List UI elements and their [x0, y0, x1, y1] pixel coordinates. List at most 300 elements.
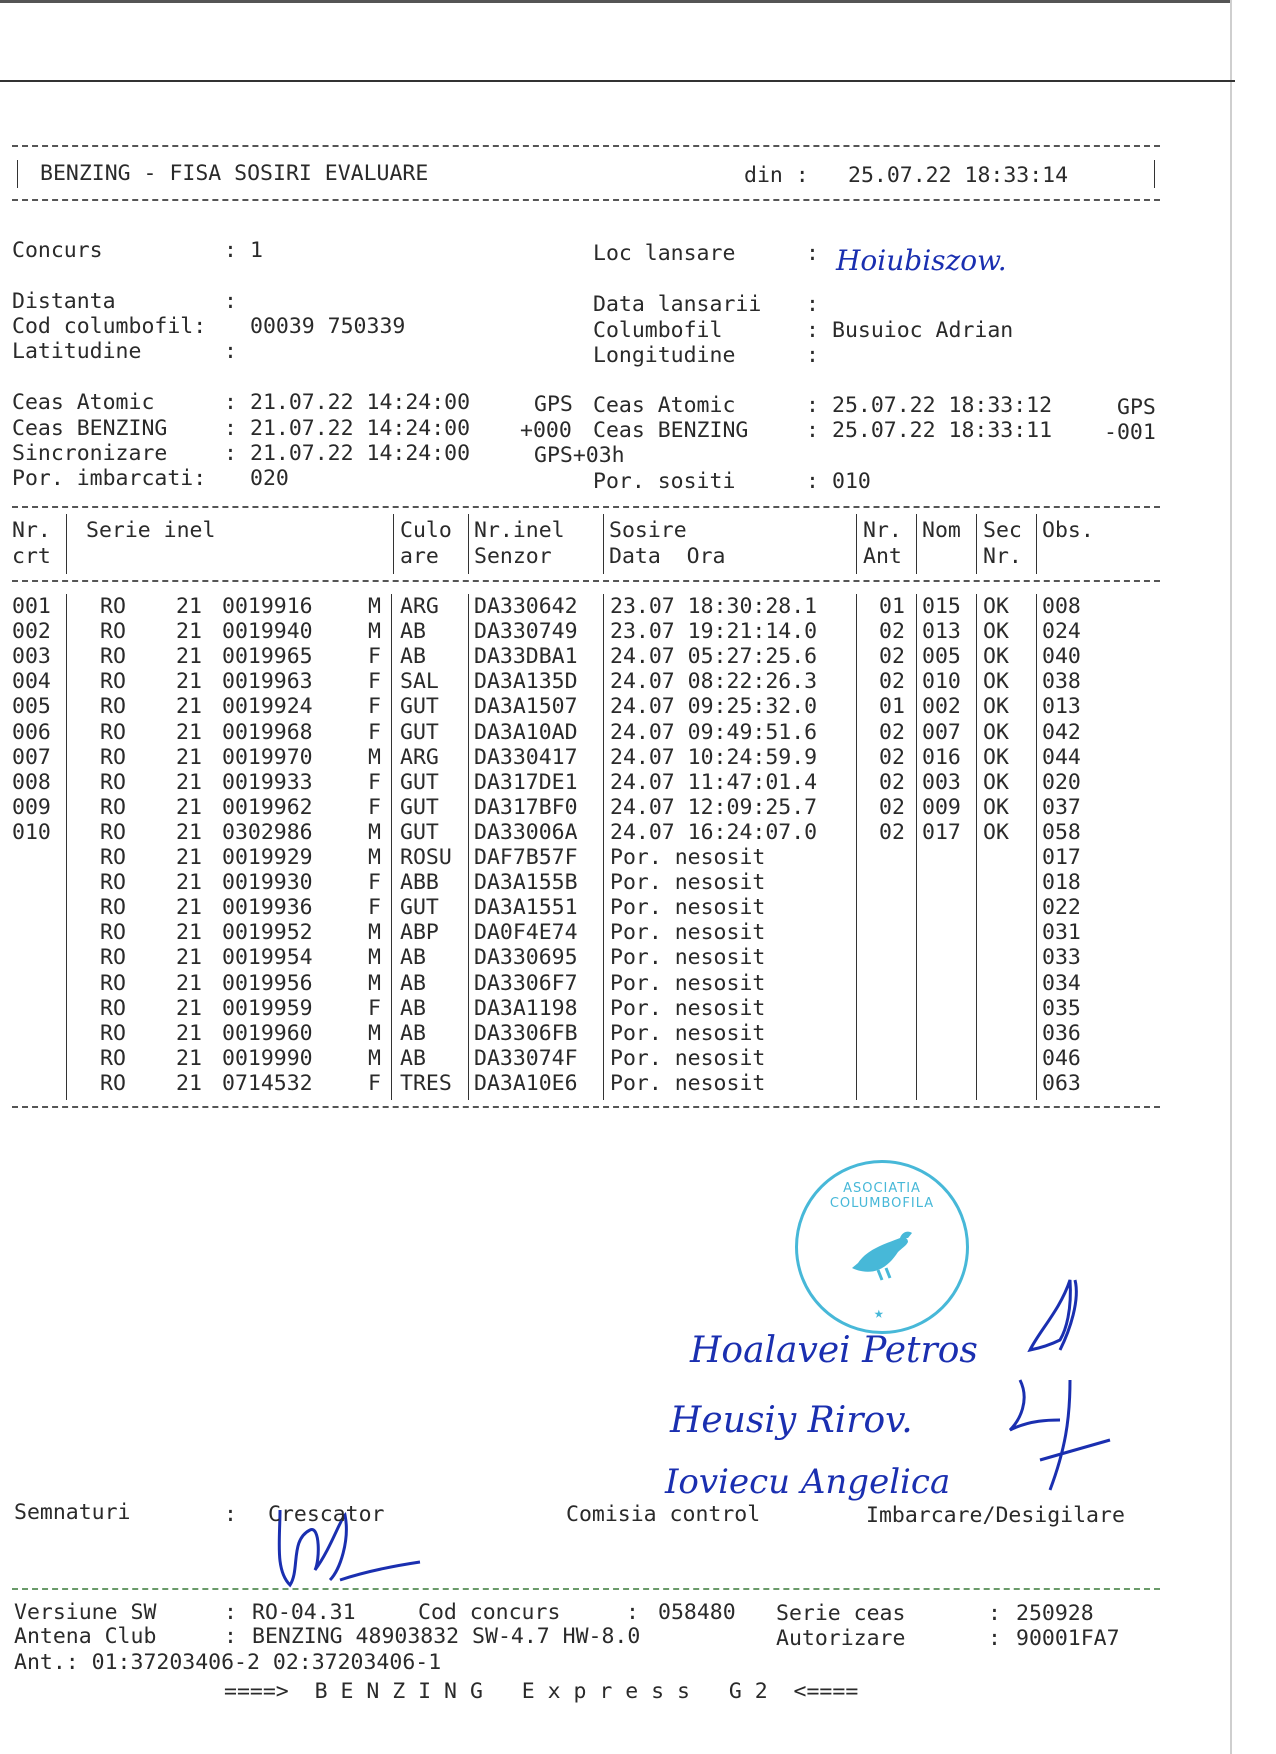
- row-obs: 037: [1042, 794, 1081, 820]
- header-crt: crt: [12, 544, 51, 569]
- header-left-bar: [17, 160, 18, 188]
- latitudine-label: Latitudine: [12, 339, 142, 364]
- colon: :: [224, 238, 237, 263]
- row-senzor: DA3A1551: [474, 895, 578, 921]
- row-senzor: DA3A10E6: [474, 1070, 578, 1096]
- row-sex: F: [368, 719, 381, 745]
- row-sosire: 24.07 09:49:51.6: [610, 719, 818, 745]
- row-sosire: Por. nesosit: [610, 1020, 766, 1046]
- row-sex: M: [368, 1045, 381, 1071]
- row-sosire: Por. nesosit: [610, 995, 766, 1021]
- row-senzor: DA3A155B: [474, 870, 578, 896]
- header-obs: Obs.: [1042, 518, 1094, 543]
- header-col-divider: [856, 514, 857, 574]
- row-tara: RO: [100, 1020, 126, 1046]
- pigeon-icon: [838, 1218, 928, 1288]
- row-sex: M: [368, 845, 381, 870]
- ceas-benzing-right: 25.07.22 18:33:11: [832, 418, 1053, 443]
- row-obs: 013: [1042, 694, 1081, 720]
- imbarcati-value: 020: [250, 466, 289, 491]
- row-sec: OK: [983, 719, 1009, 745]
- row-nr: 001: [12, 594, 51, 619]
- header-sec-2: Nr.: [983, 544, 1022, 569]
- row-culoare: ABB: [400, 870, 439, 896]
- cod-concurs-label: Cod concurs: [418, 1600, 561, 1625]
- row-inel: 0714532: [222, 1070, 313, 1096]
- row-sosire: Por. nesosit: [610, 920, 766, 946]
- row-tara: RO: [100, 769, 126, 795]
- signature-1: Hoalavei Petros: [690, 1330, 978, 1371]
- row-sec: OK: [983, 644, 1009, 670]
- row-culoare: AB: [400, 995, 426, 1021]
- ant-line: Ant.: 01:37203406-2 02:37203406-1: [14, 1650, 442, 1675]
- header-nr: Nr.: [12, 518, 51, 543]
- row-culoare: GUT: [400, 719, 439, 745]
- row-an: 21: [176, 619, 202, 645]
- versiune-label: Versiune SW: [14, 1600, 157, 1625]
- ceas-atomic-right-suffix: GPS: [1117, 395, 1156, 420]
- row-nr: 002: [12, 619, 51, 645]
- row-senzor: DA330642: [474, 594, 578, 619]
- row-obs: 042: [1042, 719, 1081, 745]
- row-inel: 0019933: [222, 769, 313, 795]
- ceas-benzing-label-right: Ceas BENZING: [593, 418, 749, 443]
- colon: :: [806, 318, 819, 343]
- row-inel: 0019924: [222, 694, 313, 720]
- header-rule-top: [12, 145, 1160, 147]
- row-nom: 010: [922, 669, 961, 695]
- ceas-atomic-left: 21.07.22 14:24:00: [250, 390, 471, 415]
- header-ant-2: Ant: [863, 544, 902, 569]
- row-tara: RO: [100, 1070, 126, 1096]
- header-col-divider: [1036, 514, 1037, 574]
- row-an: 21: [176, 769, 202, 795]
- row-nr: 008: [12, 769, 51, 795]
- row-an: 21: [176, 744, 202, 770]
- row-nr: 009: [12, 794, 51, 820]
- row-culoare: ARG: [400, 594, 439, 619]
- colon: :: [806, 469, 819, 494]
- colon: :: [988, 1601, 1001, 1626]
- row-inel: 0019936: [222, 895, 313, 921]
- row-tara: RO: [100, 819, 126, 845]
- row-ant: 02: [879, 669, 905, 695]
- row-senzor: DA0F4E74: [474, 920, 578, 946]
- row-ant: 02: [879, 619, 905, 645]
- header-col-divider: [603, 514, 604, 574]
- row-inel: 0019965: [222, 644, 313, 670]
- row-ant: 01: [879, 694, 905, 720]
- row-ant: 02: [879, 819, 905, 845]
- semnaturi-label: Semnaturi: [14, 1500, 131, 1525]
- row-culoare: ABP: [400, 920, 439, 946]
- row-inel: 0019952: [222, 920, 313, 946]
- row-sosire: 24.07 05:27:25.6: [610, 644, 818, 670]
- row-sex: M: [368, 819, 381, 845]
- row-sex: M: [368, 920, 381, 946]
- row-col-divider: [468, 594, 469, 1100]
- row-obs: 031: [1042, 920, 1081, 946]
- row-inel: 0019959: [222, 995, 313, 1021]
- row-sosire: 24.07 08:22:26.3: [610, 669, 818, 695]
- table-rule-bottom: [12, 1106, 1160, 1108]
- row-an: 21: [176, 945, 202, 971]
- versiune-value: RO-04.31: [252, 1600, 356, 1625]
- row-nom: 007: [922, 719, 961, 745]
- imbarcati-label: Por. imbarcati:: [12, 466, 207, 491]
- row-col-divider: [1036, 594, 1037, 1100]
- row-senzor: DA3A1198: [474, 995, 578, 1021]
- row-an: 21: [176, 819, 202, 845]
- row-nr: 010: [12, 819, 51, 845]
- row-sosire: Por. nesosit: [610, 845, 766, 870]
- colon: :: [806, 343, 819, 368]
- row-sosire: Por. nesosit: [610, 970, 766, 996]
- row-an: 21: [176, 644, 202, 670]
- comisia-label: Comisia control: [566, 1502, 761, 1527]
- row-sosire: 23.07 18:30:28.1: [610, 594, 818, 619]
- row-obs: 018: [1042, 870, 1081, 896]
- row-ant: 02: [879, 644, 905, 670]
- row-sosire: 24.07 10:24:59.9: [610, 744, 818, 770]
- row-culoare: AB: [400, 945, 426, 971]
- header-col-divider: [393, 514, 394, 574]
- row-sex: F: [368, 870, 381, 896]
- row-col-divider: [856, 594, 857, 1100]
- row-inel: 0019962: [222, 794, 313, 820]
- row-culoare: GUT: [400, 694, 439, 720]
- row-tara: RO: [100, 970, 126, 996]
- row-ant: 02: [879, 744, 905, 770]
- row-sex: F: [368, 669, 381, 695]
- columbofil-label: Columbofil: [593, 318, 723, 343]
- row-col-divider: [391, 594, 392, 1100]
- header-nom: Nom: [922, 518, 961, 543]
- row-obs: 024: [1042, 619, 1081, 645]
- report-title: BENZING - FISA SOSIRI EVALUARE: [40, 161, 429, 186]
- row-tara: RO: [100, 744, 126, 770]
- serie-ceas-value: 250928: [1016, 1601, 1094, 1626]
- colon: :: [806, 241, 819, 266]
- row-an: 21: [176, 870, 202, 896]
- row-sex: F: [368, 644, 381, 670]
- sincronizare-value: 21.07.22 14:24:00: [250, 441, 471, 466]
- colon: :: [224, 1600, 237, 1625]
- row-nr: 004: [12, 669, 51, 695]
- row-sex: M: [368, 744, 381, 770]
- row-senzor: DA3A1507: [474, 694, 578, 720]
- colon: :: [224, 441, 237, 466]
- colon: :: [806, 418, 819, 443]
- row-an: 21: [176, 1020, 202, 1046]
- row-sec: OK: [983, 794, 1009, 820]
- row-obs: 046: [1042, 1045, 1081, 1071]
- header-data-ora: Data Ora: [609, 544, 726, 569]
- header-right-bar: [1154, 160, 1155, 188]
- cod-columbofil-label: Cod columbofil:: [12, 314, 207, 339]
- row-tara: RO: [100, 945, 126, 971]
- header-sec: Sec: [983, 518, 1022, 543]
- crescator-label: Crescator: [268, 1502, 385, 1527]
- row-senzor: DA3306FB: [474, 1020, 578, 1046]
- columbofil-value: Busuioc Adrian: [832, 318, 1014, 343]
- row-obs: 008: [1042, 594, 1081, 619]
- colon: :: [988, 1626, 1001, 1651]
- row-sosire: 24.07 11:47:01.4: [610, 769, 818, 795]
- row-senzor: DA330417: [474, 744, 578, 770]
- row-culoare: GUT: [400, 769, 439, 795]
- row-senzor: DA3306F7: [474, 970, 578, 996]
- row-tara: RO: [100, 594, 126, 619]
- row-inel: 0019990: [222, 1045, 313, 1071]
- row-culoare: AB: [400, 970, 426, 996]
- autorizare-value: 90001FA7: [1016, 1626, 1120, 1651]
- longitudine-label: Longitudine: [593, 343, 736, 368]
- distanta-label: Distanta: [12, 289, 116, 314]
- row-an: 21: [176, 1070, 202, 1096]
- row-culoare: GUT: [400, 895, 439, 921]
- row-obs: 044: [1042, 744, 1081, 770]
- row-an: 21: [176, 594, 202, 619]
- row-ant: 01: [879, 594, 905, 619]
- row-an: 21: [176, 970, 202, 996]
- row-inel: 0019940: [222, 619, 313, 645]
- row-an: 21: [176, 845, 202, 870]
- row-inel: 0019930: [222, 870, 313, 896]
- row-obs: 034: [1042, 970, 1081, 996]
- row-nr: 003: [12, 644, 51, 670]
- ceas-atomic-label-right: Ceas Atomic: [593, 393, 736, 418]
- row-obs: 020: [1042, 769, 1081, 795]
- header-nrinel: Nr.inel: [474, 518, 565, 543]
- row-obs: 022: [1042, 895, 1081, 921]
- row-obs: 017: [1042, 845, 1081, 870]
- autorizare-label: Autorizare: [776, 1626, 906, 1651]
- row-nom: 013: [922, 619, 961, 645]
- colon: :: [806, 292, 819, 317]
- loc-lansare-value: Hoiubiszow.: [836, 244, 1007, 277]
- row-an: 21: [176, 669, 202, 695]
- antena-value: BENZING 48903832 SW-4.7 HW-8.0: [252, 1624, 641, 1649]
- row-nom: 005: [922, 644, 961, 670]
- row-ant: 02: [879, 794, 905, 820]
- row-obs: 058: [1042, 819, 1081, 845]
- row-sosire: Por. nesosit: [610, 870, 766, 896]
- row-sex: F: [368, 1070, 381, 1096]
- row-nom: 015: [922, 594, 961, 619]
- ceas-atomic-left-suffix: GPS: [534, 392, 573, 417]
- row-nom: 009: [922, 794, 961, 820]
- row-sosire: 24.07 16:24:07.0: [610, 819, 818, 845]
- row-obs: 035: [1042, 995, 1081, 1021]
- row-nr: 005: [12, 694, 51, 720]
- row-sex: F: [368, 694, 381, 720]
- row-sec: OK: [983, 769, 1009, 795]
- concurs-label: Concurs: [12, 238, 103, 263]
- club-stamp: [795, 1160, 969, 1334]
- header-col-divider: [976, 514, 977, 574]
- row-col-divider: [976, 594, 977, 1100]
- row-obs: 063: [1042, 1070, 1081, 1096]
- ceas-benzing-left: 21.07.22 14:24:00: [250, 416, 471, 441]
- colon: :: [224, 339, 237, 364]
- row-sec: OK: [983, 694, 1009, 720]
- row-sex: F: [368, 995, 381, 1021]
- signature-2: Heusiy Rirov.: [670, 1400, 913, 1441]
- row-an: 21: [176, 1045, 202, 1071]
- row-ant: 02: [879, 769, 905, 795]
- row-inel: 0019956: [222, 970, 313, 996]
- row-inel: 0019960: [222, 1020, 313, 1046]
- colon: :: [224, 416, 237, 441]
- row-sosire: Por. nesosit: [610, 1070, 766, 1096]
- row-tara: RO: [100, 1045, 126, 1071]
- table-header-rule: [12, 580, 1160, 582]
- header-culoare: Culo: [400, 518, 452, 543]
- row-sex: F: [368, 794, 381, 820]
- row-inel: 0019970: [222, 744, 313, 770]
- colon: :: [806, 393, 819, 418]
- row-nom: 017: [922, 819, 961, 845]
- row-senzor: DA330749: [474, 619, 578, 645]
- row-senzor: DA33DBA1: [474, 644, 578, 670]
- row-inel: 0302986: [222, 819, 313, 845]
- row-culoare: ROSU: [400, 845, 452, 870]
- row-sosire: 23.07 19:21:14.0: [610, 619, 818, 645]
- cod-concurs-value: 058480: [658, 1600, 736, 1625]
- row-senzor: DA330695: [474, 945, 578, 971]
- header-senzor: Senzor: [474, 544, 552, 569]
- row-tara: RO: [100, 920, 126, 946]
- row-sec: OK: [983, 619, 1009, 645]
- row-an: 21: [176, 995, 202, 1021]
- row-an: 21: [176, 920, 202, 946]
- top-edge: [0, 0, 1230, 3]
- ceas-benzing-right-suffix: -001: [1104, 420, 1156, 445]
- report-date-label: din :: [744, 163, 809, 188]
- row-sosire: Por. nesosit: [610, 895, 766, 921]
- benzing-banner: ====> B E N Z I N G E x p r e s s G 2 <====: [224, 1679, 859, 1704]
- header-col-divider: [66, 514, 67, 574]
- row-tara: RO: [100, 794, 126, 820]
- row-senzor: DA317BF0: [474, 794, 578, 820]
- row-senzor: DA33006A: [474, 819, 578, 845]
- row-obs: 040: [1042, 644, 1081, 670]
- header-serie: Serie inel: [86, 518, 216, 543]
- loc-lansare-label: Loc lansare: [593, 241, 736, 266]
- sositi-value: 010: [832, 469, 871, 494]
- row-an: 21: [176, 719, 202, 745]
- row-culoare: GUT: [400, 819, 439, 845]
- row-sec: OK: [983, 669, 1009, 695]
- row-tara: RO: [100, 669, 126, 695]
- imbarcare-label: Imbarcare/Desigilare: [866, 1503, 1125, 1528]
- row-culoare: ARG: [400, 744, 439, 770]
- antena-label: Antena Club: [14, 1624, 157, 1649]
- row-an: 21: [176, 794, 202, 820]
- header-col-divider: [916, 514, 917, 574]
- sincronizare-label: Sincronizare: [12, 441, 168, 466]
- row-sex: F: [368, 769, 381, 795]
- row-obs: 033: [1042, 945, 1081, 971]
- row-inel: 0019954: [222, 945, 313, 971]
- row-culoare: AB: [400, 619, 426, 645]
- table-rule-top: [12, 506, 1160, 508]
- colon: :: [224, 289, 237, 314]
- row-ant: 02: [879, 719, 905, 745]
- row-tara: RO: [100, 619, 126, 645]
- stamp-text: ASOCIATIA COLUMBOFILA: [829, 1181, 935, 1211]
- ceas-atomic-right: 25.07.22 18:33:12: [832, 393, 1053, 418]
- row-culoare: AB: [400, 1045, 426, 1071]
- row-tara: RO: [100, 694, 126, 720]
- colon: :: [224, 390, 237, 415]
- row-sex: F: [368, 895, 381, 921]
- top-rule: [0, 80, 1235, 82]
- row-col-divider: [603, 594, 604, 1100]
- row-inel: 0019968: [222, 719, 313, 745]
- header-col-divider: [468, 514, 469, 574]
- row-senzor: DAF7B57F: [474, 845, 578, 870]
- row-culoare: SAL: [400, 669, 439, 695]
- star-icon: ★: [874, 1303, 884, 1322]
- signature-3: Ioviecu Angelica: [665, 1462, 951, 1502]
- row-inel: 0019929: [222, 845, 313, 870]
- ceas-benzing-label: Ceas BENZING: [12, 416, 168, 441]
- row-obs: 038: [1042, 669, 1081, 695]
- row-sex: M: [368, 945, 381, 971]
- header-sosire: Sosire: [609, 518, 687, 543]
- row-senzor: DA33074F: [474, 1045, 578, 1071]
- row-sosire: 24.07 09:25:32.0: [610, 694, 818, 720]
- row-tara: RO: [100, 995, 126, 1021]
- row-sex: M: [368, 619, 381, 645]
- row-sec: OK: [983, 744, 1009, 770]
- row-culoare: GUT: [400, 794, 439, 820]
- footer-rule: [12, 1588, 1160, 1590]
- row-an: 21: [176, 895, 202, 921]
- row-obs: 036: [1042, 1020, 1081, 1046]
- header-ant: Nr.: [863, 518, 902, 543]
- row-culoare: AB: [400, 644, 426, 670]
- sositi-label: Por. sositi: [593, 469, 736, 494]
- row-inel: 0019916: [222, 594, 313, 619]
- row-nom: 003: [922, 769, 961, 795]
- colon: :: [224, 1502, 237, 1527]
- serie-ceas-label: Serie ceas: [776, 1601, 906, 1626]
- row-tara: RO: [100, 870, 126, 896]
- row-col-divider: [916, 594, 917, 1100]
- signature-marks: [1000, 1270, 1140, 1500]
- ceas-benzing-left-suffix: +000: [520, 418, 572, 443]
- row-culoare: AB: [400, 1020, 426, 1046]
- cod-columbofil-value: 00039 750339: [250, 314, 406, 339]
- data-lansarii-label: Data lansarii: [593, 292, 762, 317]
- row-col-divider: [66, 594, 67, 1100]
- row-sec: OK: [983, 819, 1009, 845]
- row-senzor: DA3A135D: [474, 669, 578, 695]
- row-tara: RO: [100, 895, 126, 921]
- row-sex: M: [368, 1020, 381, 1046]
- report-date: 25.07.22 18:33:14: [848, 163, 1069, 188]
- header-culoare-2: are: [400, 544, 439, 569]
- sincronizare-suffix: GPS+03h: [534, 443, 625, 468]
- row-tara: RO: [100, 719, 126, 745]
- colon: :: [626, 1600, 639, 1625]
- row-tara: RO: [100, 644, 126, 670]
- row-sosire: 24.07 12:09:25.7: [610, 794, 818, 820]
- row-senzor: DA317DE1: [474, 769, 578, 795]
